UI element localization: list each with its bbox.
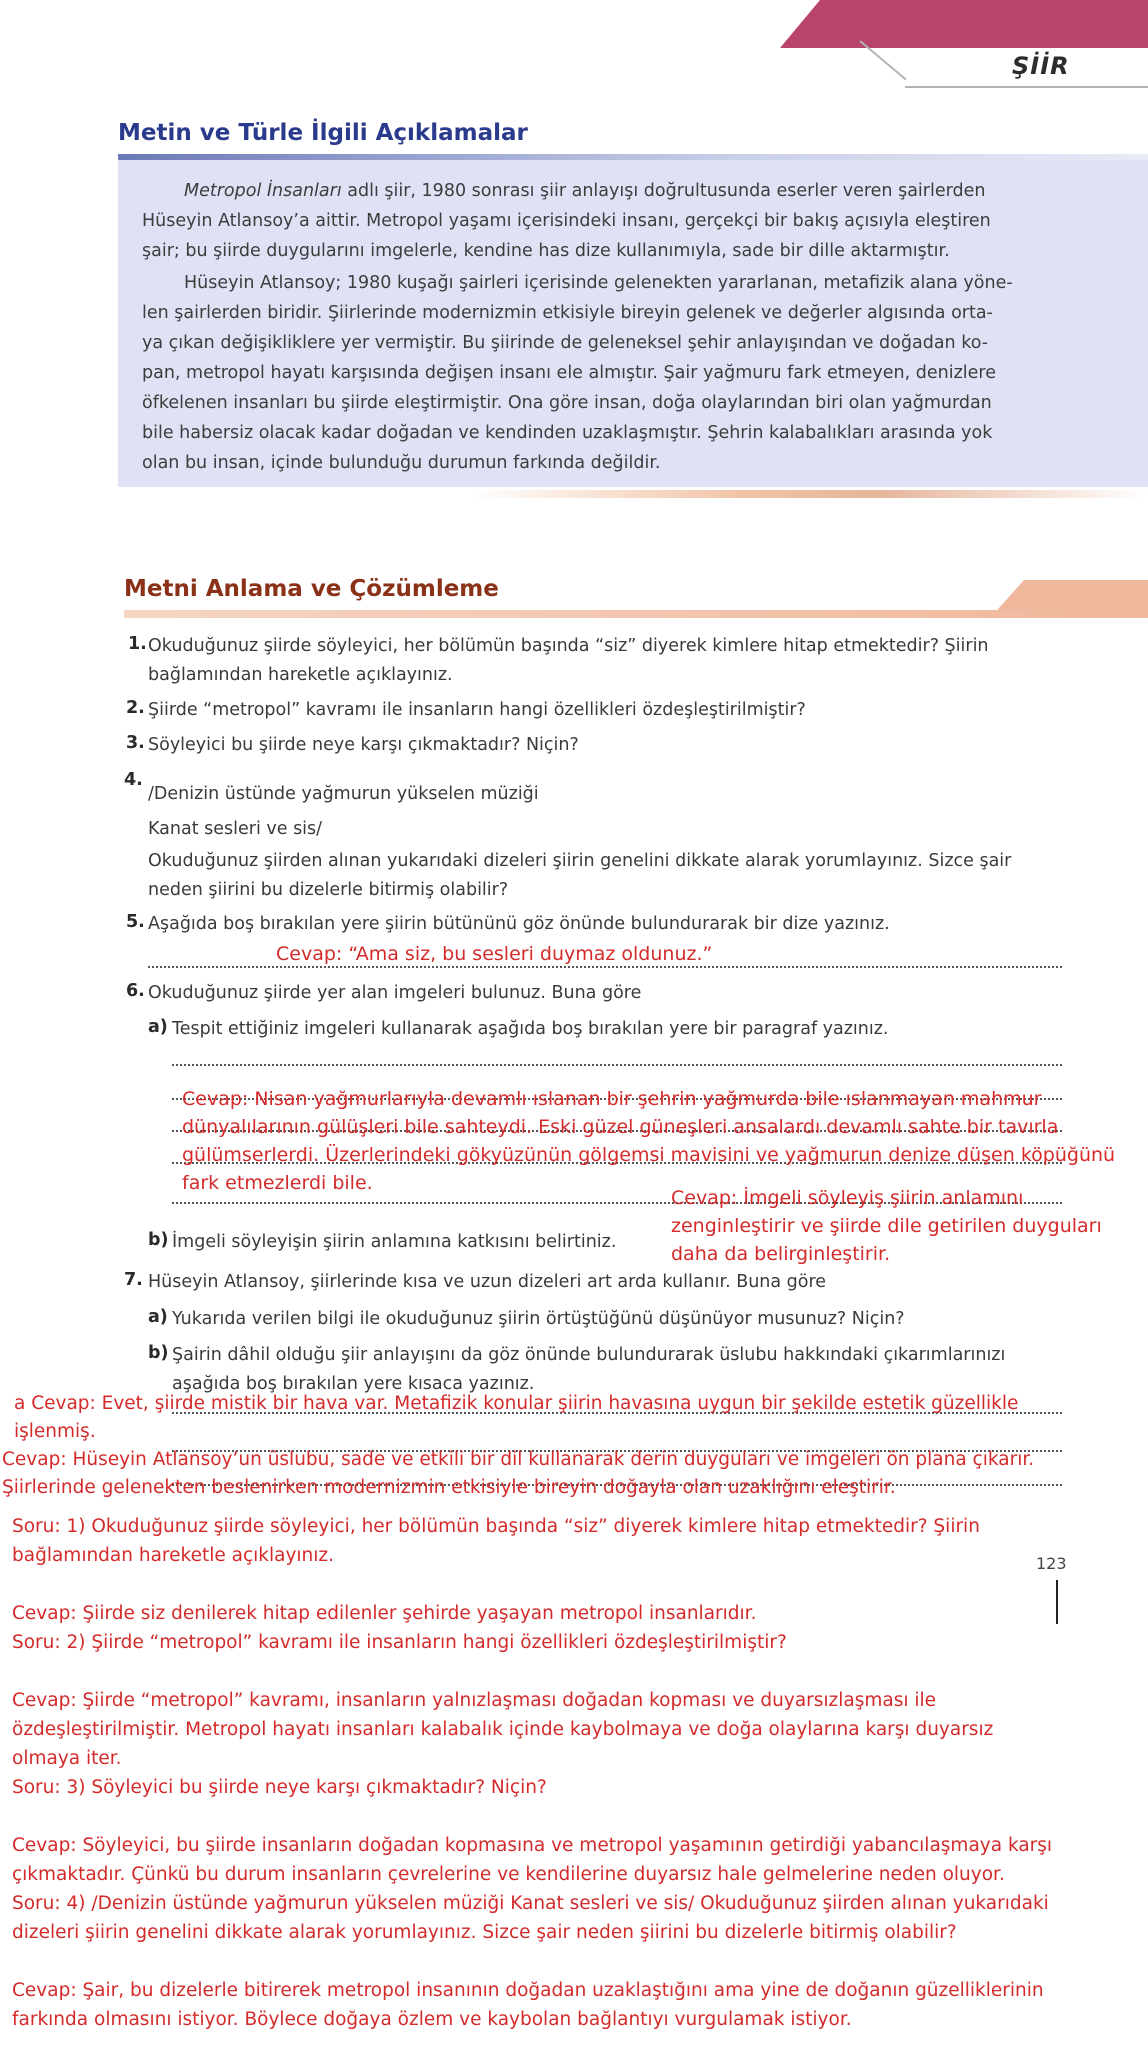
- answers-line: [12, 1947, 1132, 1976]
- answers-line: Soru: 4) /Denizin üstünde yağmurun yükselen müziği Kanat sesleri ve sis/ Okuduğunuz şiirden alınan yukarıdaki: [12, 1893, 1049, 1914]
- q5-number: 5.: [126, 912, 145, 932]
- answers-line: [12, 1802, 1132, 1831]
- q1-number: 1.: [128, 634, 147, 654]
- q4-verse-2: Kanat sesleri ve sis/: [148, 819, 323, 839]
- q7b-label: b): [148, 1343, 169, 1363]
- q6-text: Okuduğunuz şiirde yer alan imgeleri bulunuz. Buna göre: [148, 983, 642, 1003]
- section2-title: Metni Anlama ve Çözümleme: [124, 576, 499, 602]
- answers-line: Cevap: Şair, bu dizelerle bitirerek metropol insanının doğadan uzaklaştığını ama yine de doğanın güzelliklerinin: [12, 1980, 1044, 2001]
- q4-verse-1: /Denizin üstünde yağmurun yükselen müziği: [148, 784, 539, 804]
- header-band: [780, 0, 1148, 48]
- q7-number: 7.: [124, 1270, 143, 1290]
- q5-answer-line: [148, 966, 1062, 968]
- q4-number: 4.: [124, 770, 143, 790]
- header-label: ŞİİR: [1012, 52, 1070, 80]
- q7a-label: a): [148, 1307, 168, 1327]
- page-number: 123: [1036, 1554, 1067, 1573]
- q7b-answer: Cevap: Hüseyin Atlansoy’un üslubu, sade ve etkili bir dil kullanarak derin duyguları ve imgeleri ön plana çıkarır. Şiirlerinde gelenekten beslenirken modernizmin etkisiyle bireyin doğayla olan uzaklığını eleştirir.: [2, 1449, 1035, 1498]
- answers-line: Soru: 3) Söyleyici bu şiirde neye karşı çıkmaktadır? Niçin?: [12, 1777, 547, 1798]
- info-box-bottom-accent: [470, 490, 1148, 498]
- q6a-answer-line-1: [172, 1064, 1062, 1066]
- q6a-answer: Cevap: Nisan yağmurlarıyla devamlı ıslanan bir şehrin yağmurda bile ıslanmayan mahmur dünyalılarının gülüşleri bile sahteydi. Eski güzel güneşleri ansalardı devamlı sahte bir tavırla gülümserlerdi. Üzerlerindeki gökyüzünün gölgemsi mavisini ve yağmurun denize düşen köpüğünü fark etmezlerdi bile.: [182, 1088, 1116, 1194]
- answers-line: [12, 1570, 1132, 1599]
- q7a-text: Yukarıda verilen bilgi ile okuduğunuz şiirin örtüştüğünü düşünüyor musunuz? Niçin?: [172, 1309, 905, 1329]
- q7b-text: Şairin dâhil olduğu şiir anlayışını da göz önünde bulundurarak üslubu hakkındaki çıkarımlarınızı aşağıda boş bırakılan yere kısaca yazınız.: [172, 1345, 1006, 1394]
- info-paragraph-1: Metropol İnsanları adlı şiir, 1980 sonrası şiir anlayışı doğrultusunda eserler veren şairlerden Hüseyin Atlansoy’a aittir. Metropol yaşamı içerisindeki insanı, gerçekçi bir bakış açısıyla eleştiren şair; bu şiirde duygularını imgelerle, kendine has dize kullanımıyla, sade bir dille aktarmıştır.: [142, 181, 991, 261]
- q3-text: Söyleyici bu şiirde neye karşı çıkmaktadır? Niçin?: [148, 735, 579, 755]
- answers-line: olmaya iter.: [12, 1748, 122, 1769]
- answers-line: özdeşleştirilmiştir. Metropol hayatı insanları kalabalık içinde kaybolmaya ve doğa olaylarına karşı duyarsız: [12, 1719, 994, 1740]
- q7-text: Hüseyin Atlansoy, şiirlerinde kısa ve uzun dizeleri art arda kullanır. Buna göre: [148, 1272, 827, 1292]
- answers-line: Cevap: Şiirde “metropol” kavramı, insanların yalnızlaşması doğadan kopması ve duyarsızlaşması ile: [12, 1690, 937, 1711]
- answers-line: Cevap: Söyleyici, bu şiirde insanların doğadan kopmasına ve metropol yaşamının getirdiği yabancılaşmaya karşı: [12, 1835, 1053, 1856]
- q7a-answer: a Cevap: Evet, şiirde mistik bir hava var. Metafizik konular şiirin havasına uygun bir şekilde estetik güzellikle işlenmiş.: [14, 1393, 1019, 1442]
- info-paragraph-2: Hüseyin Atlansoy; 1980 kuşağı şairleri içerisinde gelenekten yararlanan, metafizik alana yöne- len şairlerden biridir. Şiirlerinde modernizmin etkisiyle bireyin gelenek ve değerler algısında orta- ya çıkan değişikliklere yer vermiştir. Bu şiirinde de geleneksel şehir anlayışından ve doğadan ko- pan, metropol hayatı karşısında değişen insanı ele almıştır. Şair yağmuru fark etmeyen, denizlere öfkelenen insanları bu şiirde eleştirmiştir. Ona göre insan, doğa olaylarından biri olan yağmurdan bile habersiz olacak kadar doğadan ve kendinden uzaklaşmıştır. Şehrin kalabalıkları arasında yok olan bu insan, içinde bulunduğu durumun farkında değildir.: [142, 273, 1013, 473]
- q6b-label: b): [148, 1230, 169, 1250]
- q3-number: 3.: [126, 733, 145, 753]
- q2-text: Şiirde “metropol” kavramı ile insanların hangi özellikleri özdeşleştirilmiştir?: [148, 700, 806, 720]
- answers-line: [12, 1657, 1132, 1686]
- section1-title-bar: [118, 154, 1148, 160]
- q6b-text: İmgeli söyleyişin şiirin anlamına katkısını belirtiniz.: [172, 1232, 617, 1252]
- answers-line: farkında olmasını istiyor. Böylece doğaya özlem ve kaybolan bağlantıyı vurgulamak istiyor.: [12, 2009, 852, 2030]
- answers-block: [12, 1512, 1132, 2034]
- answers-line: bağlamından hareketle açıklayınız.: [12, 1545, 334, 1566]
- q5-text: Aşağıda boş bırakılan yere şiirin bütününü göz önünde bulundurarak bir dize yazınız.: [148, 914, 890, 934]
- q4-text: Okuduğunuz şiirden alınan yukarıdaki dizeleri şiirin genelini dikkate alarak yorumlayınız. Sizce şair neden şiirini bu dizelerle bitirmiş olabilir?: [148, 851, 1012, 900]
- section2-title-bar: [124, 610, 1148, 618]
- answers-line: çıkmaktadır. Çünkü bu durum insanların çevrelerine ve kendilerine duyarsız hale gelmelerine neden oluyor.: [12, 1864, 1005, 1885]
- answers-line: dizeleri şiirin genelini dikkate alarak yorumlayınız. Sizce şair neden şiirini bu dizelerle bitirmiş olabilir?: [12, 1922, 957, 1943]
- q5-answer: Cevap: “Ama siz, bu sesleri duymaz oldunuz.”: [276, 943, 713, 965]
- q6-number: 6.: [126, 981, 145, 1001]
- answers-line: Cevap: Şiirde siz denilerek hitap edilenler şehirde yaşayan metropol insanlarıdır.: [12, 1603, 757, 1624]
- answers-line: Soru: 2) Şiirde “metropol” kavramı ile insanların hangi özellikleri özdeşleştirilmiştir?: [12, 1632, 787, 1653]
- section1-title: Metin ve Türle İlgili Açıklamalar: [118, 120, 528, 146]
- q6a-text: Tespit ettiğiniz imgeleri kullanarak aşağıda boş bırakılan yere bir paragraf yazınız.: [172, 1019, 889, 1039]
- header-underline: [905, 86, 1148, 88]
- q1-text: Okuduğunuz şiirde söyleyici, her bölümün başında “siz” diyerek kimlere hitap etmektedir? Şiirin bağlamından hareketle açıklayınız.: [148, 636, 989, 685]
- q6a-label: a): [148, 1017, 168, 1037]
- q2-number: 2.: [126, 698, 145, 718]
- q6b-answer: Cevap: İmgeli söyleyiş şiirin anlamını zenginleştirir ve şiirde dile getirilen duyguları daha da belirginleştirir.: [671, 1187, 1102, 1265]
- answers-line: Soru: 1) Okuduğunuz şiirde söyleyici, her bölümün başında “siz” diyerek kimlere hitap etmektedir? Şiirin: [12, 1516, 980, 1537]
- poem-title: Metropol İnsanları: [184, 181, 342, 201]
- header-band-cut: [780, 0, 820, 48]
